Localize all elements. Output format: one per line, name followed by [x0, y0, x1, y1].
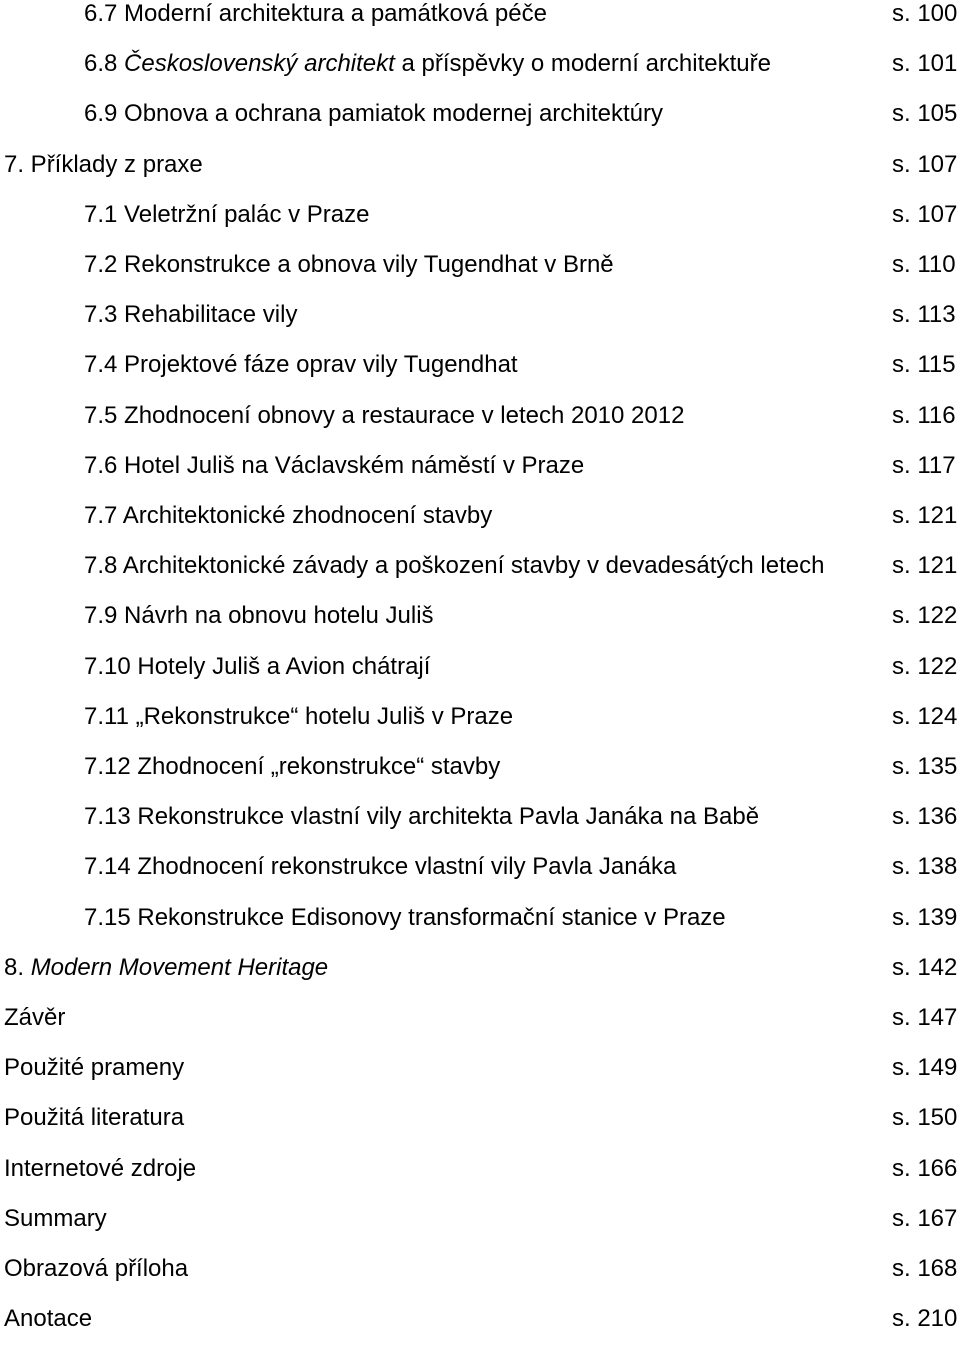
- toc-entry-page: s. 149: [892, 1054, 958, 1082]
- toc-entry: [0, 1204, 960, 1254]
- toc-entry-page: s. 142: [892, 953, 958, 981]
- toc-entry-title-part: Použité prameny: [4, 1054, 185, 1082]
- toc-entry: [0, 451, 960, 501]
- toc-entry-title: [84, 0, 547, 29]
- toc-entry-page: s. 168: [892, 1255, 958, 1282]
- toc-entry-title: [84, 551, 824, 581]
- toc-entry: [0, 1154, 960, 1204]
- toc-entry-title-part: 7.15 Rekonstrukce Edisonovy transformační stanice v Praze: [84, 903, 726, 931]
- toc-entry-title-part: 7.2 Rekonstrukce a obnova vily Tugendhat v Brně: [84, 251, 614, 278]
- toc-entry-title-part: 7.12 Zhodnocení „rekonstrukce“ stavby: [84, 753, 501, 780]
- toc-entry-title-part: Obrazová příloha: [4, 1255, 189, 1282]
- toc-entry-title: [84, 702, 513, 732]
- toc-entry-page: s. 115: [892, 351, 956, 379]
- toc-entry-title-part: 7.1 Veletržní palác v Praze: [84, 200, 370, 228]
- toc-entry-title-part: Použitá literatura: [4, 1104, 185, 1132]
- toc-entry-title-part: Modern Movement Heritage: [30, 953, 329, 981]
- toc-entry-title-part: Summary: [4, 1204, 107, 1232]
- toc-entry-page: s. 117: [892, 451, 956, 479]
- toc-entry-title: [84, 401, 684, 431]
- toc-entry-title-part: 7.3 Rehabilitace vily: [84, 301, 298, 329]
- toc-entry-title-part: a příspěvky o moderní architektuře: [394, 50, 771, 78]
- toc-entry-title: [84, 49, 771, 79]
- toc-entry-title: [84, 350, 518, 380]
- toc-entry-title-part: 7.14 Zhodnocení rekonstrukce vlastní vily Pavla Janáka: [84, 853, 677, 881]
- toc-entry-title: [4, 1204, 107, 1234]
- toc-entry-title-part: 7.4 Projektové fáze oprav vily Tugendhat: [84, 351, 518, 379]
- toc-entry-page: s. 110: [892, 251, 956, 278]
- toc-entry-page: s. 122: [892, 652, 958, 680]
- toc-entry-page: s. 121: [892, 552, 958, 580]
- toc-entry-title-part: 7.8 Architektonické závady a poškození stavby v devadesátých letech: [84, 552, 825, 580]
- toc-entry-title: [4, 1053, 184, 1083]
- toc-entry-title: [84, 652, 430, 682]
- toc-entry-page: s. 107: [892, 150, 958, 178]
- toc-entry-title-part: 6.7 Moderní architektura a památková péče: [84, 0, 547, 27]
- toc-entry-title: [84, 250, 614, 280]
- toc-entry-title: [84, 752, 500, 782]
- toc-entry: [0, 551, 960, 601]
- toc-entry-page: s. 135: [892, 753, 958, 780]
- toc-entry-page: s. 101: [892, 50, 958, 78]
- toc-entry-title-part: 7.5 Zhodnocení obnovy a restaurace v letech 2010 2012: [84, 401, 685, 429]
- toc-entry: [0, 150, 960, 200]
- toc-entry-page: s. 150: [892, 1104, 958, 1132]
- toc-entry-page: s. 124: [892, 702, 958, 730]
- toc-entry-title-part: 7.9 Návrh na obnovu hotelu Juliš: [84, 602, 434, 630]
- toc-entry-title: [4, 1304, 92, 1334]
- toc-entry-title: [84, 501, 492, 531]
- toc-entry-page: s. 147: [892, 1004, 958, 1031]
- toc-entry: [0, 501, 960, 551]
- toc-entry-title-part: 6.9 Obnova a ochrana pamiatok modernej architektúry: [84, 100, 663, 128]
- toc-entry-page: s. 116: [892, 401, 956, 429]
- toc-entry-page: s. 166: [892, 1154, 958, 1182]
- toc-entry-title-part: Internetové zdroje: [4, 1154, 197, 1182]
- toc-entry-title-part: 7.10 Hotely Juliš a Avion chátrají: [84, 652, 431, 680]
- toc-entry-title: [4, 1254, 188, 1284]
- toc-entry-title-part: 7.6 Hotel Juliš na Václavském náměstí v Praze: [84, 451, 585, 479]
- toc-entry-page: s. 121: [892, 502, 958, 529]
- toc-entry: [0, 1304, 960, 1354]
- toc-entry-page: s. 107: [892, 200, 958, 228]
- toc-entry: [0, 250, 960, 300]
- toc-entry-title: [84, 601, 434, 631]
- toc-entry: [0, 852, 960, 902]
- toc-entry-page: s. 139: [892, 903, 958, 931]
- toc-entry: [0, 99, 960, 149]
- toc-entry-title: [84, 802, 759, 832]
- toc-entry-title: [84, 852, 676, 882]
- toc-entry: [0, 903, 960, 953]
- toc-entry: [0, 350, 960, 400]
- toc-entry-title-part: 7.13 Rekonstrukce vlastní vily architekta Pavla Janáka na Babě: [84, 803, 760, 831]
- toc-entry-title: [4, 150, 203, 180]
- toc-entry-page: s. 105: [892, 100, 958, 128]
- toc-entry-page: s. 100: [892, 0, 958, 27]
- toc-entry-title: [84, 300, 297, 330]
- toc-entry-title-part: 6.8: [84, 50, 125, 78]
- toc-entry-title: [4, 1103, 184, 1133]
- toc-entry-title: [4, 1003, 65, 1033]
- toc-entry-title: [84, 99, 663, 129]
- toc-entry: [0, 1254, 960, 1304]
- toc-entry: [0, 200, 960, 250]
- toc-entry: [0, 401, 960, 451]
- toc-entry-title: [4, 1154, 196, 1184]
- toc-entry: [0, 1003, 960, 1053]
- toc-entry-title: [84, 200, 370, 230]
- toc-entry-title: [84, 451, 584, 481]
- toc-entry-title-part: Závěr: [4, 1004, 66, 1031]
- toc-entry-title: [84, 903, 726, 933]
- toc-entry: [0, 49, 960, 99]
- toc-entry-title-part: 7. Příklady z praxe: [4, 150, 203, 178]
- toc-entry-page: s. 113: [892, 301, 956, 329]
- toc-entry: [0, 802, 960, 852]
- toc-entry: [0, 601, 960, 651]
- toc-entry: [0, 300, 960, 350]
- toc-entry-title-part: 7.7 Architektonické zhodnocení stavby: [84, 502, 493, 529]
- toc-entry-title-part: 8.: [4, 953, 31, 981]
- toc-entry: [0, 1103, 960, 1153]
- toc-entry-title: [4, 953, 328, 983]
- toc-entry-page: s. 167: [892, 1204, 958, 1232]
- toc-entry-page: s. 136: [892, 803, 958, 831]
- toc-entry-title-part: Anotace: [4, 1305, 93, 1333]
- toc-entry: [0, 953, 960, 1003]
- toc-entry-title-part: 7.11 „Rekonstrukce“ hotelu Juliš v Praze: [84, 702, 514, 730]
- toc-entry-title-part: Československý architekt: [124, 50, 395, 78]
- toc-entry-page: s. 138: [892, 853, 958, 881]
- toc-entry: [0, 0, 960, 49]
- toc-entry: [0, 1053, 960, 1103]
- toc-entry-page: s. 122: [892, 602, 958, 630]
- toc-entry: [0, 702, 960, 752]
- toc-entry: [0, 652, 960, 702]
- toc-entry-page: s. 210: [892, 1305, 958, 1333]
- toc-entry: [0, 752, 960, 802]
